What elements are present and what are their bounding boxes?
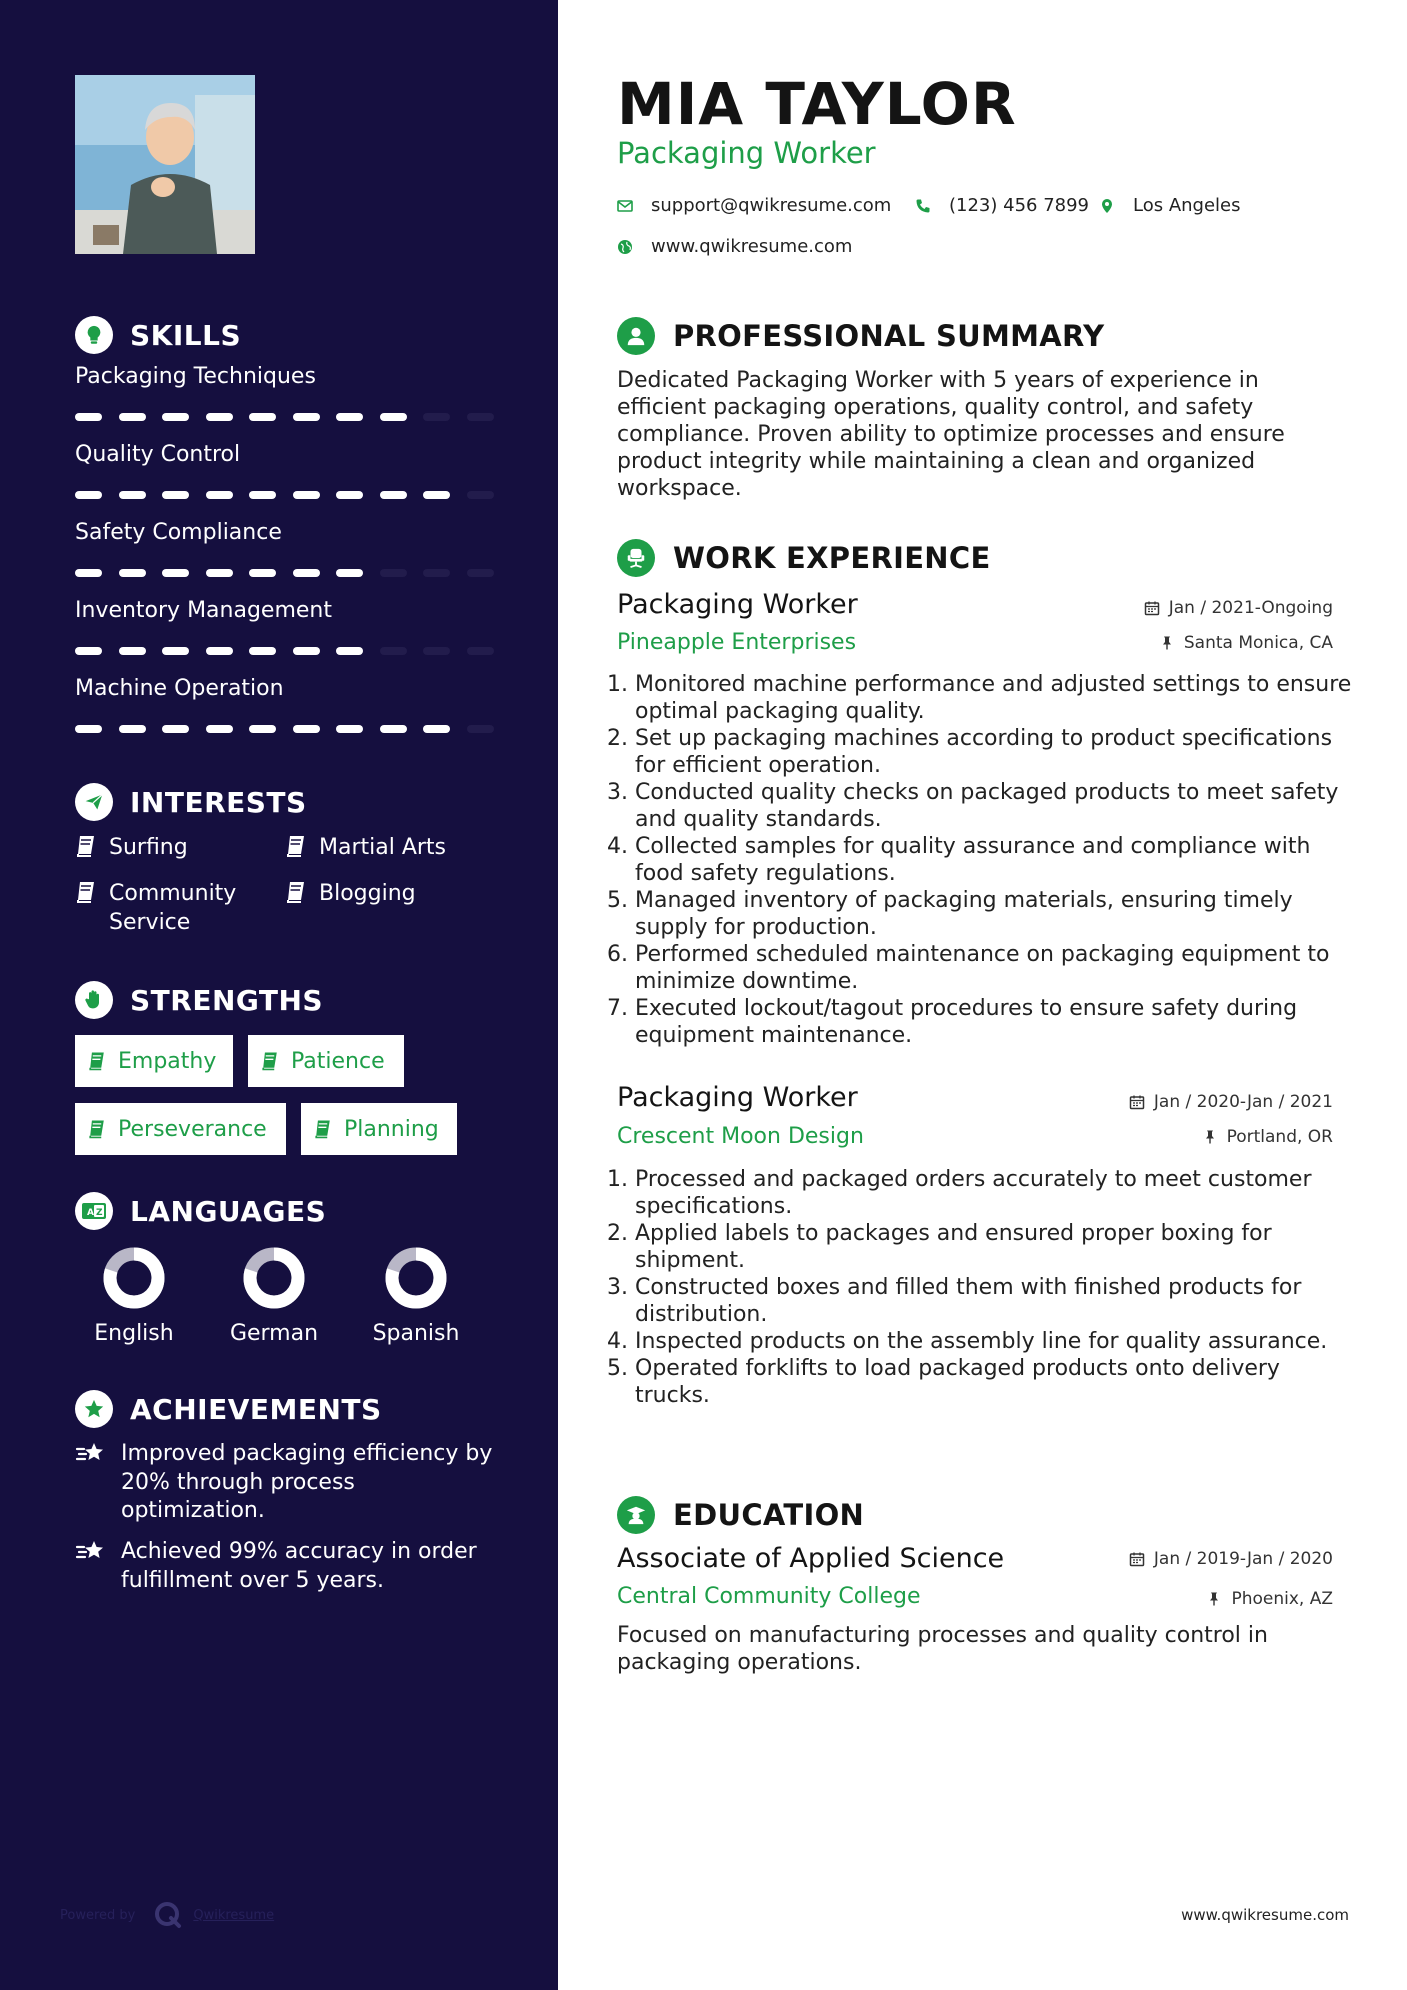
skill-label: Machine Operation — [75, 676, 284, 701]
book-icon — [260, 1050, 280, 1072]
duty-item: 5. Managed inventory of packaging materials, ensuring timely supply for production. — [635, 887, 1355, 941]
language-item: Spanish — [361, 1247, 471, 1346]
job-duties — [617, 1166, 1355, 1409]
strength-tag: Planning — [301, 1103, 457, 1155]
skill-level-segment — [162, 413, 189, 421]
pushpin-icon — [1202, 1129, 1218, 1145]
language-level-ring — [385, 1247, 447, 1309]
skill-level-segment — [380, 413, 407, 421]
skill-level-segment — [336, 725, 363, 733]
contact-email[interactable]: support@qwikresume.com — [617, 195, 891, 216]
interest-item: Blogging — [285, 879, 416, 908]
star-badge-icon — [75, 1390, 113, 1428]
skill-level-segment — [423, 491, 450, 499]
skill-level-segment — [380, 491, 407, 499]
language-item: English — [79, 1247, 189, 1346]
interest-item: Community Service — [75, 879, 265, 937]
map-pin-icon — [1099, 198, 1115, 214]
duty-item: 4. Inspected products on the assembly line for quality assurance. — [635, 1328, 1355, 1355]
education-heading: EDUCATION — [617, 1496, 864, 1534]
duty-item: 1. Monitored machine performance and adjusted settings to ensure optimal packaging quality. — [635, 671, 1355, 725]
strength-tag: Empathy — [75, 1035, 233, 1087]
education-school: Central Community College — [617, 1584, 921, 1609]
skill-level-segment — [467, 569, 494, 577]
skill-level-segment — [249, 725, 276, 733]
skill-level-segment — [249, 491, 276, 499]
skill-level-segment — [206, 569, 233, 577]
skill-bar — [75, 569, 510, 577]
job-dates: Jan / 2021-Ongoing — [1144, 598, 1333, 618]
qwikresume-link[interactable]: Qwikresume — [193, 1907, 275, 1923]
candidate-title: Packaging Worker — [617, 136, 876, 170]
skill-level-segment — [423, 413, 450, 421]
skill-bar — [75, 491, 510, 499]
graduate-icon — [617, 1496, 655, 1534]
skill-level-segment — [336, 413, 363, 421]
skill-level-segment — [293, 725, 320, 733]
skill-bar — [75, 647, 510, 655]
calendar-icon — [1129, 1551, 1145, 1567]
duty-item: 4. Collected samples for quality assurance and compliance with food safety regulations. — [635, 833, 1355, 887]
duty-item: 5. Operated forklifts to load packaged products onto delivery trucks. — [635, 1355, 1355, 1409]
skill-level-segment — [249, 413, 276, 421]
contact-location: Los Angeles — [1099, 195, 1241, 216]
skill-level-segment — [119, 491, 146, 499]
duty-item: 1. Processed and packaged orders accurately to meet customer specifications. — [635, 1166, 1355, 1220]
skill-level-segment — [380, 725, 407, 733]
skill-level-segment — [162, 569, 189, 577]
shooting-star-icon — [75, 1440, 107, 1468]
skill-level-segment — [293, 569, 320, 577]
candidate-name: MIA TAYLOR — [617, 70, 1017, 138]
footer-url[interactable]: www.qwikresume.com — [1181, 1906, 1349, 1924]
qwikresume-logo-icon — [153, 1900, 183, 1930]
skill-level-segment — [162, 491, 189, 499]
skill-level-segment — [467, 725, 494, 733]
skill-level-segment — [249, 647, 276, 655]
skill-level-segment — [249, 569, 276, 577]
calendar-icon — [1129, 1094, 1145, 1110]
duty-item: 6. Performed scheduled maintenance on packaging equipment to minimize downtime. — [635, 941, 1355, 995]
skill-level-segment — [467, 647, 494, 655]
book-icon — [285, 833, 307, 859]
hand-icon — [75, 981, 113, 1019]
lightbulb-icon — [75, 316, 113, 354]
education-location: Phoenix, AZ — [1206, 1589, 1333, 1609]
job-location: Santa Monica, CA — [1159, 633, 1333, 653]
skill-level-segment — [119, 647, 146, 655]
skill-level-segment — [206, 725, 233, 733]
skill-level-segment — [336, 647, 363, 655]
strengths-heading: STRENGTHS — [75, 981, 323, 1019]
book-icon — [75, 833, 97, 859]
achievement-item: Improved packaging efficiency by 20% through process optimization. — [75, 1440, 495, 1526]
language-level-ring — [243, 1247, 305, 1309]
skill-bar — [75, 413, 510, 421]
pushpin-icon — [1159, 635, 1175, 651]
job-company: Crescent Moon Design — [617, 1124, 864, 1149]
duty-item: 3. Constructed boxes and filled them with finished products for distribution. — [635, 1274, 1355, 1328]
education-dates: Jan / 2019-Jan / 2020 — [1129, 1549, 1333, 1569]
svg-text:A: A — [87, 1208, 94, 1218]
summary-heading: PROFESSIONAL SUMMARY — [617, 317, 1104, 355]
skill-level-segment — [293, 413, 320, 421]
skill-label: Quality Control — [75, 442, 241, 467]
skill-level-segment — [75, 647, 102, 655]
profile-photo — [75, 75, 255, 254]
job-location: Portland, OR — [1202, 1127, 1333, 1147]
skill-level-segment — [423, 725, 450, 733]
skill-level-segment — [119, 569, 146, 577]
interest-item: Surfing — [75, 833, 188, 862]
strength-tag: Perseverance — [75, 1103, 286, 1155]
skill-level-segment — [162, 725, 189, 733]
skill-level-segment — [423, 569, 450, 577]
skill-label: Safety Compliance — [75, 520, 282, 545]
skill-level-segment — [75, 569, 102, 577]
book-icon — [313, 1118, 333, 1140]
calendar-icon — [1144, 600, 1160, 616]
user-icon — [617, 317, 655, 355]
duty-item: 3. Conducted quality checks on packaged products to meet safety and quality standards. — [635, 779, 1355, 833]
skill-level-segment — [206, 413, 233, 421]
contact-phone[interactable]: (123) 456 7899 — [915, 195, 1089, 216]
translate-icon — [75, 1192, 113, 1230]
language-level-ring — [103, 1247, 165, 1309]
skill-level-segment — [336, 569, 363, 577]
job-duties — [617, 671, 1355, 1049]
duty-item: 2. Set up packaging machines according to product specifications for efficient operation. — [635, 725, 1355, 779]
skill-level-segment — [380, 569, 407, 577]
shooting-star-icon — [75, 1538, 107, 1566]
duty-item: 2. Applied labels to packages and ensured proper boxing for shipment. — [635, 1220, 1355, 1274]
skills-heading: SKILLS — [75, 316, 241, 354]
book-icon — [87, 1050, 107, 1072]
education-description: Focused on manufacturing processes and quality control in packaging operations. — [617, 1623, 1268, 1675]
book-icon — [75, 879, 97, 905]
job-role: Packaging Worker — [617, 1082, 858, 1113]
skill-level-segment — [75, 491, 102, 499]
education-degree: Associate of Applied Science — [617, 1543, 1005, 1574]
skill-level-segment — [467, 413, 494, 421]
contact-website[interactable]: www.qwikresume.com — [617, 236, 852, 257]
paper-plane-icon — [75, 783, 113, 821]
job-role: Packaging Worker — [617, 589, 858, 620]
skill-level-segment — [119, 413, 146, 421]
envelope-icon — [617, 198, 633, 214]
interests-heading: INTERESTS — [75, 783, 307, 821]
job-company: Pineapple Enterprises — [617, 630, 857, 655]
interest-item: Martial Arts — [285, 833, 446, 862]
skill-level-segment — [336, 491, 363, 499]
sidebar — [0, 0, 558, 1990]
skill-level-segment — [206, 647, 233, 655]
skill-level-segment — [206, 491, 233, 499]
skill-label: Inventory Management — [75, 598, 332, 623]
skill-level-segment — [467, 491, 494, 499]
languages-heading: A Z LANGUAGES — [75, 1192, 326, 1230]
office-chair-icon — [617, 539, 655, 577]
skill-level-segment — [423, 647, 450, 655]
duty-item: 7. Executed lockout/tagout procedures to ensure safety during equipment maintenance. — [635, 995, 1355, 1049]
book-icon — [285, 879, 307, 905]
skill-level-segment — [162, 647, 189, 655]
skill-bar — [75, 725, 510, 733]
skill-level-segment — [119, 725, 146, 733]
phone-icon — [915, 198, 931, 214]
job-dates: Jan / 2020-Jan / 2021 — [1129, 1092, 1333, 1112]
skill-label: Packaging Techniques — [75, 364, 316, 389]
achievement-item: Achieved 99% accuracy in order fulfillment over 5 years. — [75, 1538, 495, 1595]
powered-by: Powered by Qwikresume — [60, 1900, 274, 1930]
pushpin-icon — [1206, 1591, 1222, 1607]
strength-tag: Patience — [248, 1035, 404, 1087]
skill-level-segment — [380, 647, 407, 655]
experience-heading: WORK EXPERIENCE — [617, 539, 991, 577]
svg-text:Z: Z — [96, 1208, 103, 1218]
skill-level-segment — [293, 647, 320, 655]
book-icon — [87, 1118, 107, 1140]
skill-level-segment — [293, 491, 320, 499]
summary-text: Dedicated Packaging Worker with 5 years of experience in efficient packaging operations, quality control, and safety compliance. Proven ability to optimize processes and ensure product integrity while maintaining a clean and organized workspace. — [617, 368, 1285, 501]
skill-level-segment — [75, 413, 102, 421]
language-item: German — [219, 1247, 329, 1346]
globe-icon — [617, 239, 633, 255]
skill-level-segment — [75, 725, 102, 733]
achievements-heading: ACHIEVEMENTS — [75, 1390, 382, 1428]
